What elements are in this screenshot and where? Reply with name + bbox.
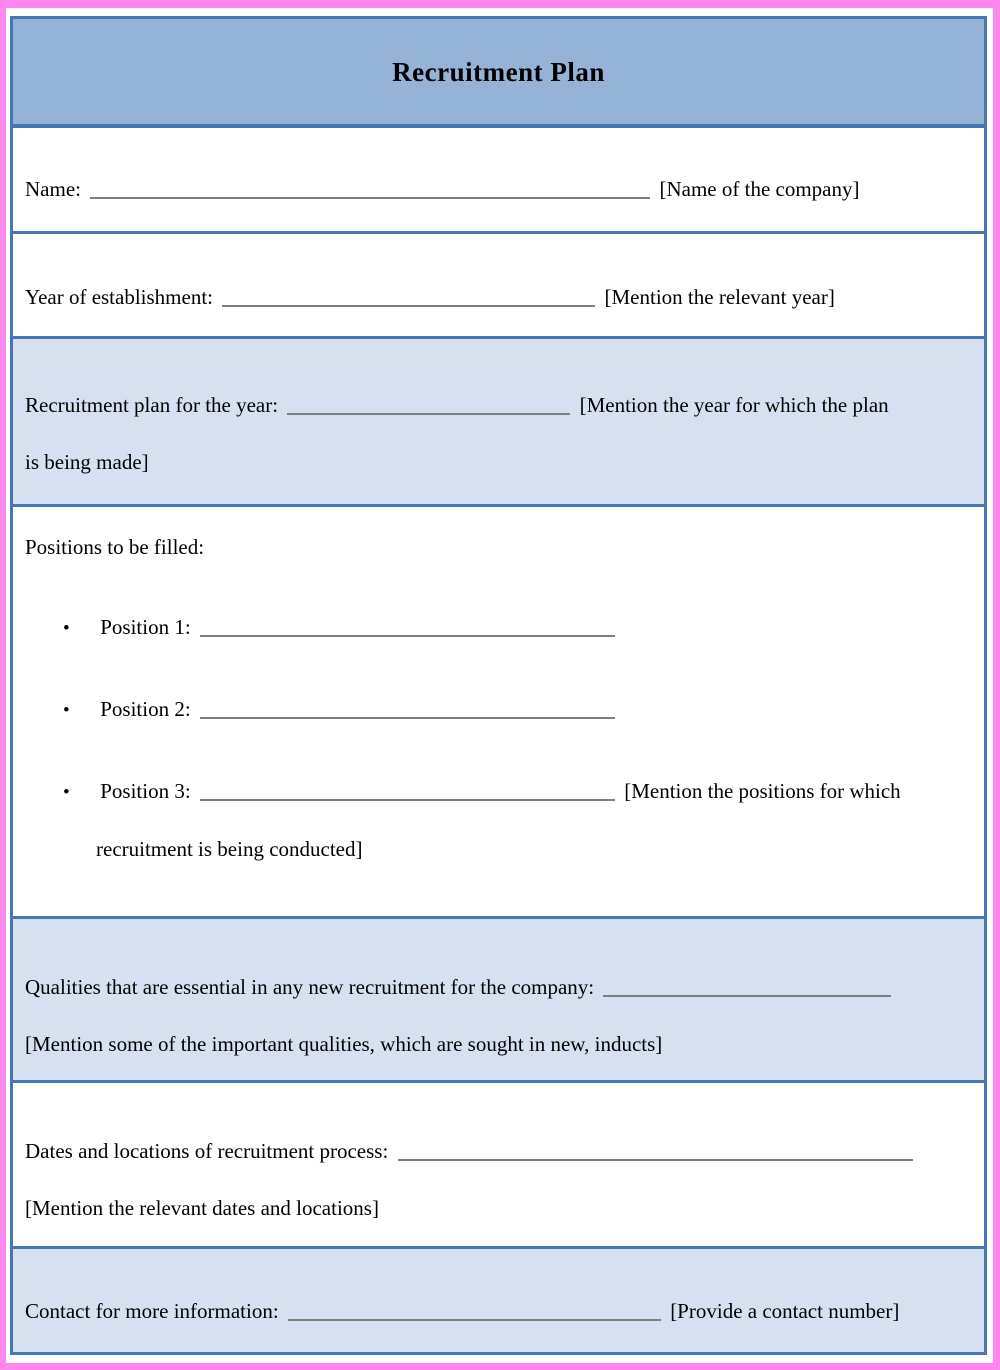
- plan-input-line[interactable]: [287, 409, 570, 415]
- year-hint: [Mention the relevant year]: [604, 285, 835, 309]
- position-1-label: Position 1:: [100, 615, 191, 639]
- year-label: Year of establishment:: [25, 285, 214, 309]
- recruitment-plan-form: [10, 16, 987, 1355]
- section-positions: [13, 507, 984, 919]
- position-1-item: [25, 615, 972, 641]
- section-plan: [13, 339, 984, 507]
- contact-label: Contact for more information:: [25, 1298, 279, 1323]
- contact-input-line[interactable]: [288, 1315, 661, 1321]
- positions-label: Positions to be filled:: [25, 535, 205, 559]
- dates-input-line[interactable]: [398, 1155, 913, 1161]
- positions-hint-line2: recruitment is being conducted]: [96, 837, 363, 861]
- position-2-item: [25, 697, 972, 723]
- year-input-line[interactable]: [222, 301, 595, 307]
- position-1-input-line[interactable]: [200, 631, 615, 637]
- name-label: Name:: [25, 176, 81, 201]
- dates-label: Dates and locations of recruitment process:: [25, 1139, 389, 1163]
- plan-label: Recruitment plan for the year:: [25, 393, 279, 417]
- position-2-input-line[interactable]: [200, 713, 615, 719]
- plan-hint-line2: is being made]: [25, 450, 149, 474]
- position-2-label: Position 2:: [100, 697, 191, 721]
- bullet-icon: •: [63, 782, 70, 803]
- section-year: [13, 234, 984, 339]
- name-hint: [Name of the company]: [659, 176, 860, 201]
- qualities-label: Qualities that are essential in any new recruitment for the company:: [25, 975, 595, 999]
- positions-hint-line1: [Mention the positions for which: [624, 779, 901, 803]
- section-dates: [13, 1083, 984, 1249]
- contact-hint: [Provide a contact number]: [670, 1298, 900, 1323]
- page-title: Recruitment Plan: [392, 57, 605, 87]
- plan-hint-line1: [Mention the year for which the plan: [579, 393, 889, 417]
- section-contact: [13, 1249, 984, 1352]
- qualities-hint: [Mention some of the important qualities, which are sought in new, inducts]: [25, 1032, 663, 1056]
- position-3-item: [25, 779, 972, 805]
- bullet-icon: •: [63, 618, 70, 639]
- section-name: [13, 128, 984, 234]
- section-qualities: [13, 919, 984, 1083]
- name-input-line[interactable]: [90, 193, 650, 199]
- position-3-input-line[interactable]: [200, 795, 615, 801]
- dates-hint: [Mention the relevant dates and locations]: [25, 1196, 379, 1220]
- position-3-label: Position 3:: [100, 779, 191, 803]
- bullet-icon: •: [63, 700, 70, 721]
- qualities-input-line[interactable]: [603, 991, 891, 997]
- form-header: [13, 19, 984, 128]
